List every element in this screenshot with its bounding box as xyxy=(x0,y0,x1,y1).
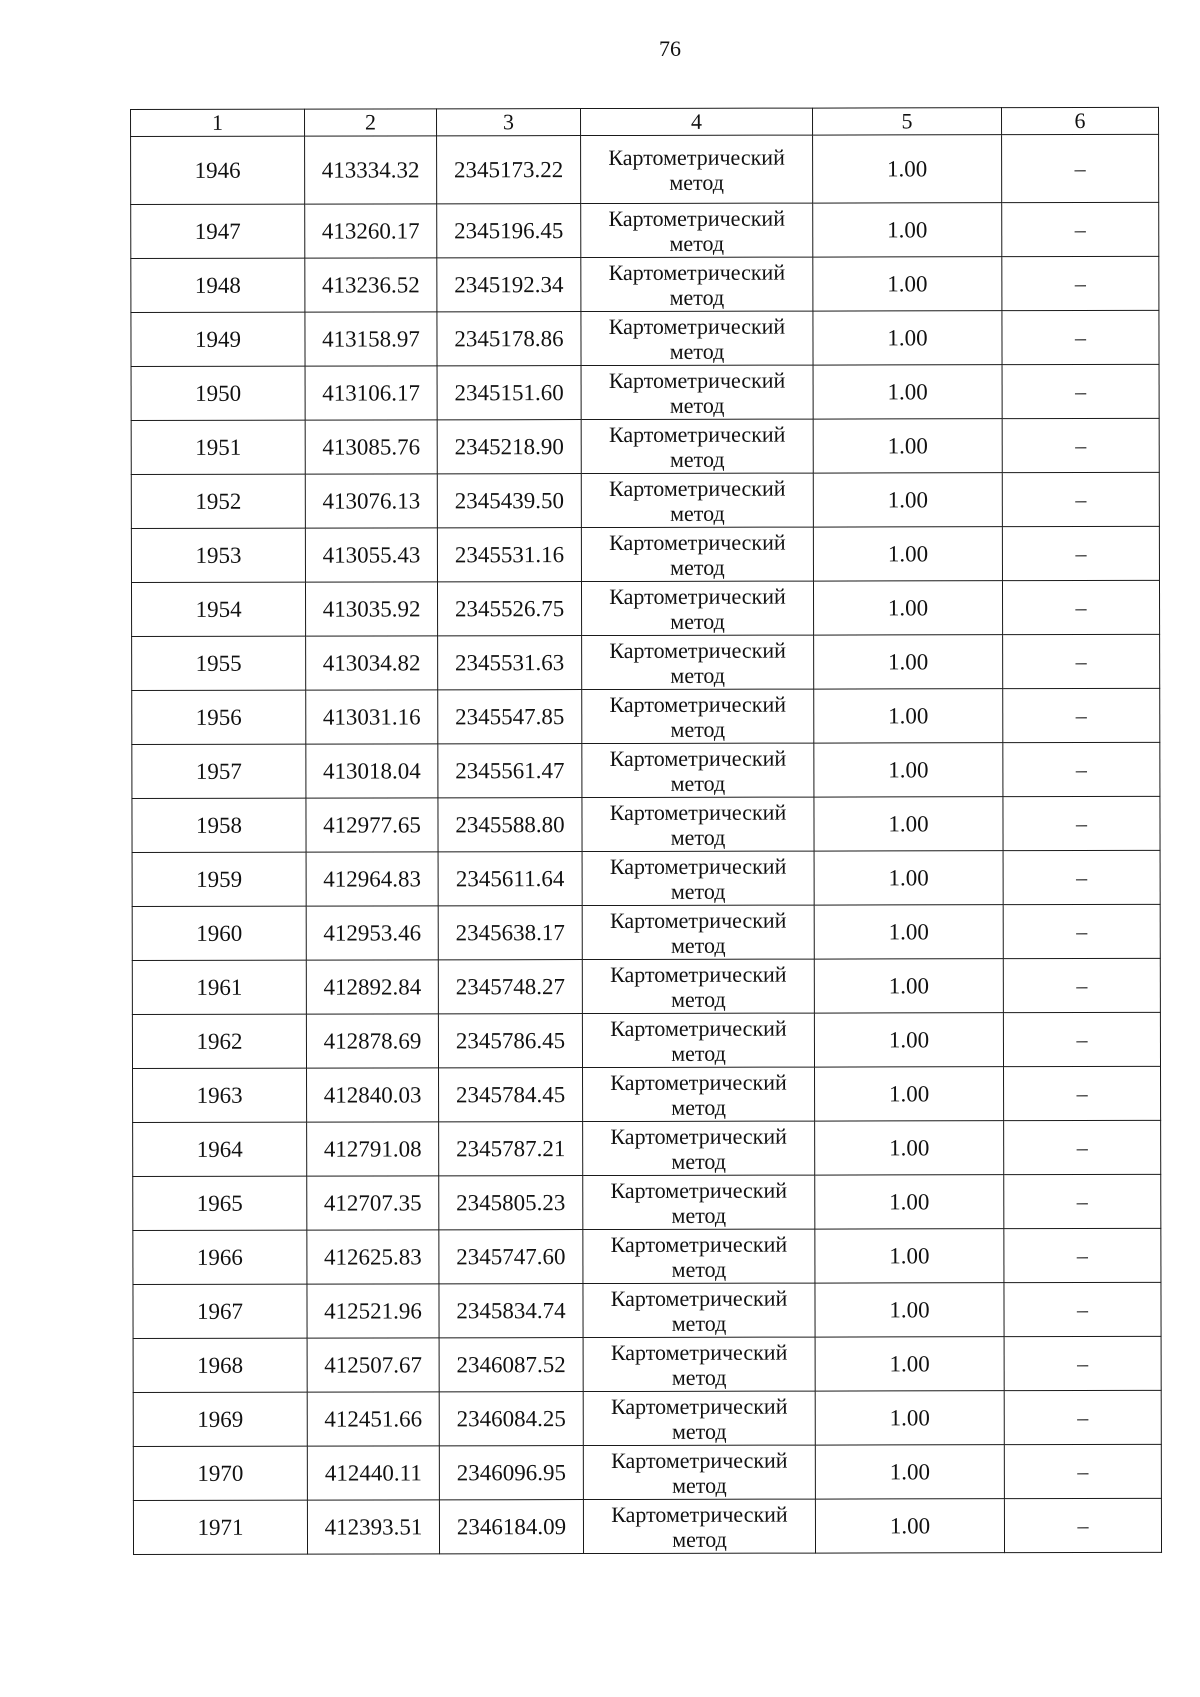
table-row xyxy=(131,310,1159,366)
x-coordinate-cell: 413034.82 xyxy=(306,636,438,690)
x-coordinate-cell: 413085.76 xyxy=(305,420,437,474)
point-number-cell: 1967 xyxy=(133,1284,307,1338)
method-line-2: метод xyxy=(671,1202,727,1228)
method-cell xyxy=(583,1067,815,1121)
method-line-1: Картометрический xyxy=(608,313,786,339)
method-cell xyxy=(582,635,814,689)
method-line-2: метод xyxy=(671,1364,727,1390)
method-line-1: Картометрический xyxy=(610,1393,788,1419)
method-line-2: метод xyxy=(669,338,725,364)
method-line-2: метод xyxy=(672,1526,727,1552)
method-line-1: Картометрический xyxy=(608,367,786,393)
method-line-2: метод xyxy=(671,986,726,1012)
method-cell xyxy=(581,135,813,203)
method-cell xyxy=(583,1445,815,1499)
method-cell xyxy=(583,1175,815,1229)
point-number-cell: 1950 xyxy=(131,366,305,420)
point-number-cell: 1968 xyxy=(133,1338,307,1392)
precision-cell: 1.00 xyxy=(813,473,1002,527)
x-coordinate-cell: 412977.65 xyxy=(306,798,438,852)
description-cell: – xyxy=(1002,202,1159,256)
precision-cell: 1.00 xyxy=(815,1175,1004,1229)
method-line-1: Картометрический xyxy=(608,259,786,285)
description-cell: – xyxy=(1004,1120,1161,1174)
method-line-1: Картометрический xyxy=(609,907,787,933)
method-line-1: Картометрический xyxy=(611,1447,788,1473)
y-coordinate-cell: 2345178.86 xyxy=(437,312,581,366)
precision-cell: 1.00 xyxy=(814,851,1003,905)
precision-cell: 1.00 xyxy=(813,365,1002,419)
precision-cell: 1.00 xyxy=(813,135,1002,203)
method-cell xyxy=(581,419,813,473)
method-line-2: метод xyxy=(671,1310,727,1336)
x-coordinate-cell: 413076.13 xyxy=(305,474,437,528)
x-coordinate-cell: 412840.03 xyxy=(307,1068,439,1122)
method-line-2: метод xyxy=(670,500,725,526)
description-cell: – xyxy=(1004,1444,1161,1498)
coordinates-table-container xyxy=(130,107,1161,1555)
y-coordinate-cell: 2345526.75 xyxy=(437,582,581,636)
description-cell: – xyxy=(1004,1174,1161,1228)
method-cell xyxy=(583,1121,815,1175)
description-cell: – xyxy=(1003,796,1160,850)
method-line-2: метод xyxy=(670,554,725,580)
precision-cell: 1.00 xyxy=(815,1283,1004,1337)
point-number-cell: 1958 xyxy=(132,798,306,852)
description-cell: – xyxy=(1004,1336,1161,1390)
y-coordinate-cell: 2345218.90 xyxy=(437,420,581,474)
table-row xyxy=(133,1498,1161,1554)
table-row xyxy=(131,472,1159,528)
table-row xyxy=(132,904,1160,960)
method-cell xyxy=(582,797,814,851)
y-coordinate-cell: 2345439.50 xyxy=(437,474,581,528)
method-cell xyxy=(582,743,814,797)
precision-cell: 1.00 xyxy=(813,419,1002,473)
x-coordinate-cell: 412964.83 xyxy=(306,852,438,906)
description-cell: – xyxy=(1002,364,1159,418)
x-coordinate-cell: 413260.17 xyxy=(305,204,437,258)
method-cell xyxy=(582,851,814,905)
x-coordinate-cell: 412625.83 xyxy=(307,1230,439,1284)
y-coordinate-cell: 2346096.95 xyxy=(439,1446,583,1500)
y-coordinate-cell: 2345786.45 xyxy=(438,1014,582,1068)
x-coordinate-cell: 413055.43 xyxy=(305,528,437,582)
precision-cell: 1.00 xyxy=(814,797,1003,851)
x-coordinate-cell: 413158.97 xyxy=(305,312,437,366)
method-cell xyxy=(581,365,813,419)
point-number-cell: 1965 xyxy=(133,1176,307,1230)
x-coordinate-cell: 413236.52 xyxy=(305,258,437,312)
y-coordinate-cell: 2345748.27 xyxy=(438,960,582,1014)
column-header: 6 xyxy=(1001,107,1158,134)
table-row xyxy=(131,580,1159,636)
table-row xyxy=(131,202,1159,258)
method-line-1: Картометрический xyxy=(610,1285,788,1311)
table-row xyxy=(131,134,1159,204)
method-line-1: Картометрический xyxy=(610,1123,787,1149)
table-row xyxy=(132,1012,1160,1068)
method-line-2: метод xyxy=(671,1094,726,1120)
method-line-1: Картометрический xyxy=(610,1339,788,1365)
method-line-2: метод xyxy=(670,716,726,742)
description-cell: – xyxy=(1004,1066,1161,1120)
method-line-2: метод xyxy=(671,1040,726,1066)
precision-cell: 1.00 xyxy=(814,689,1003,743)
method-line-1: Картометрический xyxy=(609,583,786,609)
point-number-cell: 1954 xyxy=(131,582,305,636)
table-row xyxy=(133,1228,1161,1284)
method-line-2: метод xyxy=(669,169,724,195)
y-coordinate-cell: 2345588.80 xyxy=(438,798,582,852)
method-line-1: Картометрический xyxy=(608,421,786,447)
method-line-2: метод xyxy=(672,1472,727,1498)
description-cell: – xyxy=(1003,850,1160,904)
description-cell: – xyxy=(1002,256,1159,310)
point-number-cell: 1959 xyxy=(132,852,306,906)
y-coordinate-cell: 2345787.21 xyxy=(439,1122,583,1176)
point-number-cell: 1961 xyxy=(132,960,306,1014)
precision-cell: 1.00 xyxy=(813,311,1002,365)
table-row xyxy=(133,1444,1161,1500)
method-line-2: метод xyxy=(670,878,726,904)
x-coordinate-cell: 413106.17 xyxy=(305,366,437,420)
description-cell: – xyxy=(1002,526,1159,580)
method-line-1: Картометрический xyxy=(608,205,785,231)
precision-cell: 1.00 xyxy=(815,1067,1004,1121)
precision-cell: 1.00 xyxy=(813,527,1002,581)
precision-cell: 1.00 xyxy=(815,1121,1004,1175)
table-row xyxy=(133,1282,1161,1338)
point-number-cell: 1957 xyxy=(132,744,306,798)
x-coordinate-cell: 412451.66 xyxy=(307,1392,439,1446)
point-number-cell: 1970 xyxy=(133,1446,307,1500)
table-row xyxy=(133,1336,1161,1392)
y-coordinate-cell: 2345834.74 xyxy=(439,1284,583,1338)
description-cell: – xyxy=(1002,418,1159,472)
method-cell xyxy=(583,1229,815,1283)
method-line-1: Картометрический xyxy=(608,144,785,170)
method-line-1: Картометрический xyxy=(609,691,787,717)
point-number-cell: 1960 xyxy=(132,906,306,960)
precision-cell: 1.00 xyxy=(813,203,1002,257)
table-row xyxy=(133,1174,1161,1230)
precision-cell: 1.00 xyxy=(814,1013,1003,1067)
method-line-2: метод xyxy=(671,1418,727,1444)
precision-cell: 1.00 xyxy=(814,635,1003,689)
point-number-cell: 1946 xyxy=(131,136,305,204)
precision-cell: 1.00 xyxy=(815,1229,1004,1283)
method-line-2: метод xyxy=(670,932,726,958)
description-cell: – xyxy=(1003,904,1160,958)
method-line-1: Картометрический xyxy=(609,799,787,825)
y-coordinate-cell: 2345784.45 xyxy=(439,1068,583,1122)
x-coordinate-cell: 412521.96 xyxy=(307,1284,439,1338)
method-cell xyxy=(583,1391,815,1445)
x-coordinate-cell: 413018.04 xyxy=(306,744,438,798)
y-coordinate-cell: 2345151.60 xyxy=(437,366,581,420)
method-cell xyxy=(581,473,813,527)
point-number-cell: 1955 xyxy=(132,636,306,690)
point-number-cell: 1963 xyxy=(133,1068,307,1122)
description-cell: – xyxy=(1003,742,1160,796)
method-line-1: Картометрический xyxy=(611,1501,788,1527)
point-number-cell: 1962 xyxy=(132,1014,306,1068)
description-cell: – xyxy=(1004,1228,1161,1282)
point-number-cell: 1948 xyxy=(131,258,305,312)
table-row xyxy=(131,256,1159,312)
x-coordinate-cell: 412507.67 xyxy=(307,1338,439,1392)
description-cell: – xyxy=(1003,688,1160,742)
point-number-cell: 1953 xyxy=(131,528,305,582)
precision-cell: 1.00 xyxy=(814,905,1003,959)
y-coordinate-cell: 2345173.22 xyxy=(437,136,581,204)
method-line-1: Картометрический xyxy=(610,1069,787,1095)
point-number-cell: 1951 xyxy=(131,420,305,474)
method-cell xyxy=(583,1499,815,1553)
column-header: 1 xyxy=(131,109,305,136)
method-cell xyxy=(581,311,813,365)
point-number-cell: 1966 xyxy=(133,1230,307,1284)
y-coordinate-cell: 2345747.60 xyxy=(439,1230,583,1284)
y-coordinate-cell: 2346184.09 xyxy=(439,1500,583,1554)
point-number-cell: 1952 xyxy=(131,474,305,528)
precision-cell: 1.00 xyxy=(813,257,1002,311)
method-cell xyxy=(582,905,814,959)
method-line-2: метод xyxy=(669,446,725,472)
y-coordinate-cell: 2345638.17 xyxy=(438,906,582,960)
x-coordinate-cell: 413035.92 xyxy=(305,582,437,636)
y-coordinate-cell: 2345561.47 xyxy=(438,744,582,798)
y-coordinate-cell: 2346084.25 xyxy=(439,1392,583,1446)
x-coordinate-cell: 413334.32 xyxy=(305,136,437,204)
table-row xyxy=(133,1120,1161,1176)
method-line-2: метод xyxy=(669,230,725,256)
method-cell xyxy=(581,257,813,311)
method-cell xyxy=(583,1283,815,1337)
column-header: 5 xyxy=(812,108,1001,135)
y-coordinate-cell: 2345531.63 xyxy=(438,636,582,690)
method-line-2: метод xyxy=(670,824,726,850)
table-row xyxy=(132,634,1160,690)
x-coordinate-cell: 412707.35 xyxy=(307,1176,439,1230)
x-coordinate-cell: 412791.08 xyxy=(307,1122,439,1176)
table-row xyxy=(132,850,1160,906)
method-line-1: Картометрический xyxy=(609,637,786,663)
method-cell xyxy=(582,689,814,743)
x-coordinate-cell: 412953.46 xyxy=(306,906,438,960)
table-body xyxy=(131,134,1162,1554)
method-line-1: Картометрический xyxy=(610,1015,787,1041)
y-coordinate-cell: 2346087.52 xyxy=(439,1338,583,1392)
precision-cell: 1.00 xyxy=(815,1337,1004,1391)
table-row xyxy=(131,526,1159,582)
precision-cell: 1.00 xyxy=(815,1445,1004,1499)
method-line-1: Картометрический xyxy=(609,529,786,555)
table-row xyxy=(132,958,1160,1014)
table-row xyxy=(131,364,1159,420)
description-cell: – xyxy=(1002,310,1159,364)
table-row xyxy=(132,688,1160,744)
y-coordinate-cell: 2345196.45 xyxy=(437,204,581,258)
method-line-1: Картометрический xyxy=(609,853,787,879)
description-cell: – xyxy=(1002,472,1159,526)
table-row xyxy=(133,1390,1161,1446)
description-cell: – xyxy=(1004,1390,1161,1444)
method-line-2: метод xyxy=(671,1148,727,1174)
method-line-2: метод xyxy=(670,770,726,796)
point-number-cell: 1971 xyxy=(133,1500,307,1554)
description-cell: – xyxy=(1003,634,1160,688)
table-header-row xyxy=(131,107,1159,136)
method-line-2: метод xyxy=(669,392,725,418)
y-coordinate-cell: 2345547.85 xyxy=(438,690,582,744)
x-coordinate-cell: 413031.16 xyxy=(306,690,438,744)
point-number-cell: 1964 xyxy=(133,1122,307,1176)
description-cell: – xyxy=(1003,1012,1160,1066)
y-coordinate-cell: 2345805.23 xyxy=(439,1176,583,1230)
method-line-2: метод xyxy=(670,608,725,634)
description-cell: – xyxy=(1004,1498,1161,1552)
method-line-2: метод xyxy=(671,1256,727,1282)
description-cell: – xyxy=(1003,958,1160,1012)
precision-cell: 1.00 xyxy=(814,959,1003,1013)
precision-cell: 1.00 xyxy=(814,743,1003,797)
page-number: 76 xyxy=(659,36,681,61)
point-number-cell: 1956 xyxy=(132,690,306,744)
method-line-1: Картометрический xyxy=(610,961,787,987)
precision-cell: 1.00 xyxy=(813,581,1002,635)
x-coordinate-cell: 412440.11 xyxy=(307,1446,439,1500)
method-line-1: Картометрический xyxy=(609,745,787,771)
description-cell: – xyxy=(1002,580,1159,634)
column-header: 4 xyxy=(581,108,813,135)
point-number-cell: 1949 xyxy=(131,312,305,366)
x-coordinate-cell: 412878.69 xyxy=(306,1014,438,1068)
column-header: 3 xyxy=(437,109,581,136)
precision-cell: 1.00 xyxy=(815,1391,1004,1445)
method-cell xyxy=(581,527,813,581)
method-cell xyxy=(581,581,813,635)
description-cell: – xyxy=(1002,134,1159,202)
table-row xyxy=(131,418,1159,474)
table-row xyxy=(132,742,1160,798)
method-line-1: Картометрический xyxy=(610,1177,788,1203)
column-header: 2 xyxy=(305,109,437,136)
method-line-1: Картометрический xyxy=(610,1231,788,1257)
method-line-1: Картометрический xyxy=(609,475,786,501)
precision-cell: 1.00 xyxy=(815,1499,1004,1553)
method-line-2: метод xyxy=(670,662,725,688)
table-row xyxy=(132,796,1160,852)
point-number-cell: 1969 xyxy=(133,1392,307,1446)
y-coordinate-cell: 2345611.64 xyxy=(438,852,582,906)
coordinates-table xyxy=(130,107,1162,1555)
description-cell: – xyxy=(1004,1282,1161,1336)
method-line-2: метод xyxy=(669,284,725,310)
method-cell xyxy=(582,1013,814,1067)
x-coordinate-cell: 412892.84 xyxy=(306,960,438,1014)
y-coordinate-cell: 2345531.16 xyxy=(437,528,581,582)
y-coordinate-cell: 2345192.34 xyxy=(437,258,581,312)
method-cell xyxy=(582,959,814,1013)
method-cell xyxy=(583,1337,815,1391)
x-coordinate-cell: 412393.51 xyxy=(307,1500,439,1554)
point-number-cell: 1947 xyxy=(131,204,305,258)
table-row xyxy=(133,1066,1161,1122)
method-cell xyxy=(581,203,813,257)
